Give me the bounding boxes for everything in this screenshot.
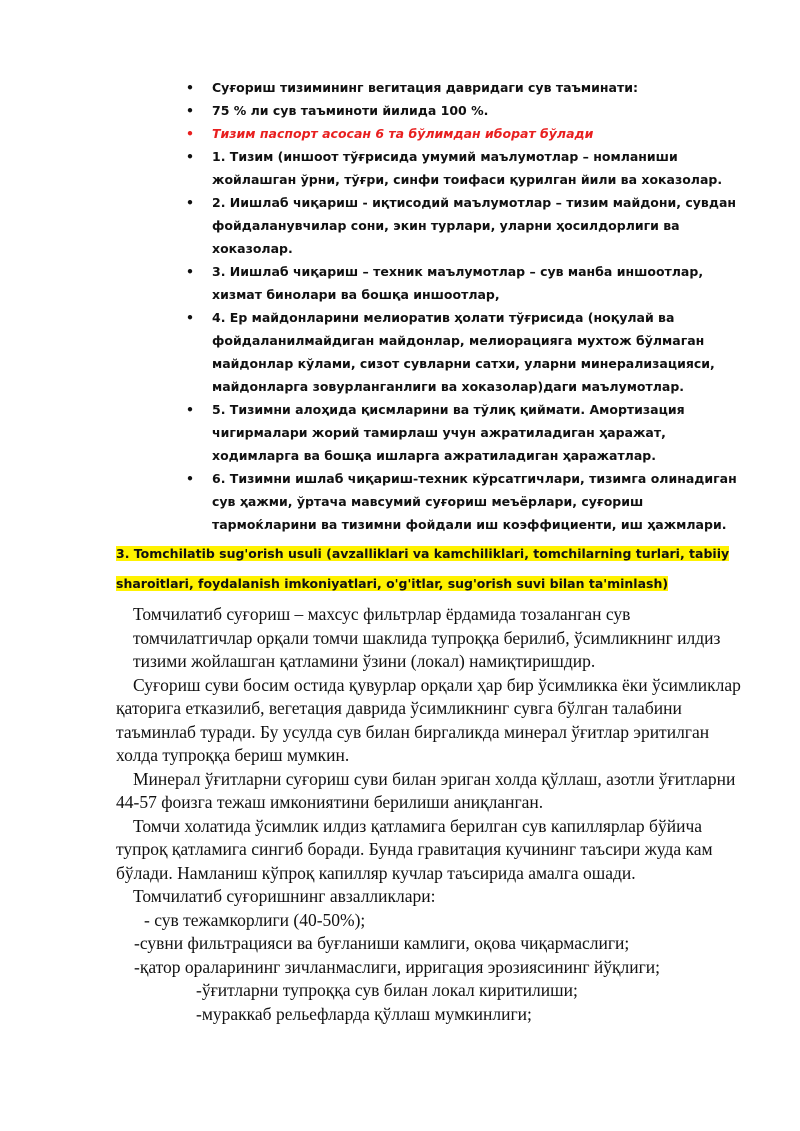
body-text bbox=[116, 603, 746, 1026]
bullet-item-emphasis: • Тизим паспорт асосан 6 та бўлимдан иборат бўлади bbox=[186, 122, 746, 145]
bullet-symbol: • bbox=[186, 103, 194, 118]
bullet-symbol: • bbox=[186, 310, 194, 325]
bullet-symbol: • bbox=[186, 195, 194, 210]
bullet-item: • 2. Иишлаб чиқариш - иқтисодий маълумотлар – тизим майдони, сувдан фойдаланувчилар сони, экин турлари, уларни ҳосилдорлиги ва хоказолар. bbox=[186, 191, 746, 260]
passport-bullet-list bbox=[186, 76, 746, 536]
paragraph: Томчи холатида ўсимлик илдиз қатламига берилган сув капиллярлар бўйича тупроқ қатламига сингиб боради. Бунда гравитация кучининг таъсири жуда кам бўлади. Намланиш кўпроқ капилляр кучлар таъсирида амалга ошади. bbox=[116, 815, 713, 883]
list-item: -ўғитларни тупроққа сув билан локал киритилиши; bbox=[196, 980, 578, 1000]
paragraph: Минерал ўғитларни суғориш суви билан эриган холда қўллаш, азотли ўғитларни 44-57 фоизга тежаш имкониятини берилиши аниқланган. bbox=[116, 768, 736, 812]
section-heading bbox=[116, 539, 776, 599]
paragraph: Томчилатиб суғориш – махсус фильтрлар ёрдамида тозаланган сув томчилатгичлар орқали томчи шаклида тупроққа берилиб, ўсимликнинг илдиз тизими жойлашган қатламини ўзини (локал) намиқтиришдир. bbox=[133, 604, 721, 671]
bullet-item: • 75 % ли сув таъминоти йилида 100 %. bbox=[186, 99, 746, 122]
bullet-item: • 1. Тизим (иншоот тўғрисида умумий маълумотлар – номланиши жойлашган ўрни, тўғри, синфи тоифаси қурилган йили ва хоказолар. bbox=[186, 145, 746, 191]
list-item: -сувни фильтрацияси ва буғланиши камлиги, оқова чиқармаслиги; bbox=[134, 933, 630, 953]
bullet-symbol: • bbox=[186, 471, 194, 486]
bullet-symbol: • bbox=[186, 264, 194, 279]
bullet-item: • Суғориш тизимининг вегитация давридаги сув таъминати: bbox=[186, 76, 746, 99]
bullet-symbol: • bbox=[186, 402, 194, 417]
bullet-item: • 5. Тизимни алоҳида қисмларини ва тўлиқ қиймати. Амортизация чигирмалари жорий тамирлаш учун ажратиладиган ҳаражат, ходимларга ва бошқа ишларга ажратиладиган ҳаражатлар. bbox=[186, 398, 746, 467]
bullet-item: • 4. Ер майдонларини мелиоратив ҳолати тўғрисида (ноқулай ва фойдаланилмайдиган майдонлар, мелиорацияга мухтож бўлмаган майдонлар кўлами, сизот сувларни сатхи, уларни минерализацияси, майдонларга зовурланганлиги ва хоказолар)даги маълумотлар. bbox=[186, 306, 746, 398]
bullet-item: • 6. Тизимни ишлаб чиқариш-техник кўрсатгичлари, тизимга олинадиган сув ҳажми, ўртача мавсумий суғориш меъёрлари, суғориш тармоќларини ва тизимни фойдали иш коэффициенти, иш ҳажмлари. bbox=[186, 467, 746, 536]
bullet-symbol: • bbox=[186, 149, 194, 164]
highlighted-heading-text: 3. Tomchilatib sug'orish usuli (avzalliklari va kamchiliklari, tomchilarning turlari, tabiiy sharoitlari, foydalanish imkoniyatlari, o'g'itlar, sug'orish suvi bilan ta'minlash) bbox=[116, 546, 730, 591]
list-item: -мураккаб рельефларда қўллаш мумкинлиги; bbox=[196, 1003, 532, 1024]
paragraph: Томчилатиб суғоришнинг авзалликлари: bbox=[133, 886, 436, 906]
paragraph: Суғориш суви босим остида қувурлар орқали ҳар бир ўсимликка ёки ўсимликлар қаторига етказилиб, вегетация даврида ўсимликнинг сувга бўлган талабини таъминлаб туради. Бу усулда сув билан биргаликда минерал ўғитлар эритилган холда тупроққа бериш мумкин. bbox=[116, 674, 741, 765]
bullet-item: • 3. Иишлаб чиқариш – техник маълумотлар – сув манба иншоотлар, хизмат бинолари ва бошқа иншоотлар, bbox=[186, 260, 746, 306]
list-item: - сув тежамкорлиги (40-50%); bbox=[144, 909, 366, 930]
bullet-symbol: • bbox=[186, 80, 194, 95]
bullet-symbol: • bbox=[186, 126, 194, 141]
list-item: -қатор ораларининг зичланмаслиги, ирригация эрозиясининг йўқлиги; bbox=[134, 956, 661, 977]
